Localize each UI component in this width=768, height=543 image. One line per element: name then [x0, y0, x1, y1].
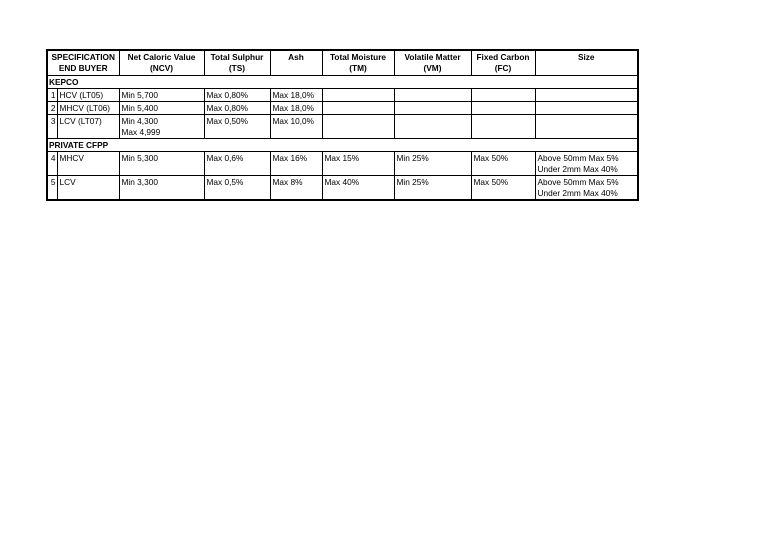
- header-ts-line2: (TS): [228, 63, 246, 73]
- size-cell: [535, 102, 638, 115]
- size-line: Under 2mm Max 40%: [537, 164, 618, 174]
- header-ts: [204, 50, 270, 76]
- size-line: Under 2mm Max 40%: [537, 188, 618, 198]
- vm-cell: [394, 102, 471, 115]
- ts-cell: Max 0,5%: [204, 176, 270, 201]
- ncv-cell: [119, 102, 204, 115]
- tm-cell: [322, 102, 394, 115]
- header-fc-line2: (FC): [494, 63, 512, 73]
- size-cell: [535, 176, 638, 201]
- vm-cell: Min 25%: [394, 176, 471, 201]
- end-buyer-cell: MHCV (LT06): [57, 102, 119, 115]
- table-row: [47, 176, 638, 201]
- size-cell: [535, 89, 638, 102]
- header-vm-line1: Volatile Matter: [404, 52, 461, 62]
- header-specification: [47, 50, 119, 76]
- table-row: [47, 115, 638, 139]
- end-buyer-cell: LCV: [57, 176, 119, 201]
- section-title: KEPCO: [47, 76, 638, 89]
- row-number: 3: [47, 115, 57, 139]
- size-line: Above 50mm Max 5%: [537, 177, 619, 187]
- ash-cell: Max 16%: [270, 152, 322, 176]
- ash-cell: Max 8%: [270, 176, 322, 201]
- header-size-label: Size: [577, 52, 595, 62]
- fc-cell: Max 50%: [471, 176, 535, 201]
- vm-cell: [394, 89, 471, 102]
- ncv-line: Min 5,400: [121, 103, 158, 113]
- spreadsheet-area: [46, 49, 639, 201]
- header-ts-line1: Total Sulphur: [210, 52, 264, 62]
- ncv-cell: [119, 152, 204, 176]
- ncv-line: Min 4,300: [121, 116, 158, 126]
- ash-cell: Max 18,0%: [270, 102, 322, 115]
- tm-cell: [322, 115, 394, 139]
- section-row: [47, 76, 638, 89]
- header-ash: [270, 50, 322, 76]
- fc-cell: Max 50%: [471, 152, 535, 176]
- header-tm-line1: Total Moisture: [329, 52, 387, 62]
- ts-cell: Max 0,80%: [204, 102, 270, 115]
- header-ncv-line2: (NCV): [149, 63, 174, 73]
- ncv-line: Max 4,999: [121, 127, 161, 137]
- section-title: PRIVATE CFPP: [47, 139, 638, 152]
- row-number: 1: [47, 89, 57, 102]
- table-body: [47, 76, 638, 201]
- row-number: 4: [47, 152, 57, 176]
- row-number: 5: [47, 176, 57, 201]
- fc-cell: [471, 115, 535, 139]
- end-buyer-cell: HCV (LT05): [57, 89, 119, 102]
- ncv-cell: [119, 176, 204, 201]
- fc-cell: [471, 102, 535, 115]
- tm-cell: Max 15%: [322, 152, 394, 176]
- header-vm: [394, 50, 471, 76]
- header-ash-label: Ash: [288, 52, 304, 62]
- section-row: [47, 139, 638, 152]
- size-cell: [535, 152, 638, 176]
- end-buyer-cell: LCV (LT07): [57, 115, 119, 139]
- vm-cell: [394, 115, 471, 139]
- header-tm: [322, 50, 394, 76]
- ncv-cell: [119, 89, 204, 102]
- ash-cell: Max 10,0%: [270, 115, 322, 139]
- end-buyer-cell: MHCV: [57, 152, 119, 176]
- header-spec-line2: END BUYER: [58, 63, 108, 73]
- header-spec-line1: SPECIFICATION: [51, 52, 115, 62]
- ncv-line: Min 5,700: [121, 90, 158, 100]
- header-size: [535, 50, 638, 76]
- table-row: [47, 152, 638, 176]
- size-cell: [535, 115, 638, 139]
- header-vm-line2: (VM): [423, 63, 442, 73]
- row-number: 2: [47, 102, 57, 115]
- header-ncv: [119, 50, 204, 76]
- tm-cell: Max 40%: [322, 176, 394, 201]
- ncv-line: Min 3,300: [121, 177, 158, 187]
- specification-table: [46, 49, 639, 201]
- header-ncv-line1: Net Caloric Value: [127, 52, 196, 62]
- ts-cell: Max 0,50%: [204, 115, 270, 139]
- ts-cell: Max 0,80%: [204, 89, 270, 102]
- vm-cell: Min 25%: [394, 152, 471, 176]
- ncv-cell: [119, 115, 204, 139]
- tm-cell: [322, 89, 394, 102]
- size-line: Above 50mm Max 5%: [537, 153, 619, 163]
- ash-cell: Max 18,0%: [270, 89, 322, 102]
- table-row: [47, 102, 638, 115]
- header-row: [47, 50, 638, 76]
- header-fc: [471, 50, 535, 76]
- header-tm-line2: (TM): [349, 63, 367, 73]
- header-fc-line1: Fixed Carbon: [476, 52, 530, 62]
- ts-cell: Max 0,6%: [204, 152, 270, 176]
- ncv-line: Min 5,300: [121, 153, 158, 163]
- table-row: [47, 89, 638, 102]
- fc-cell: [471, 89, 535, 102]
